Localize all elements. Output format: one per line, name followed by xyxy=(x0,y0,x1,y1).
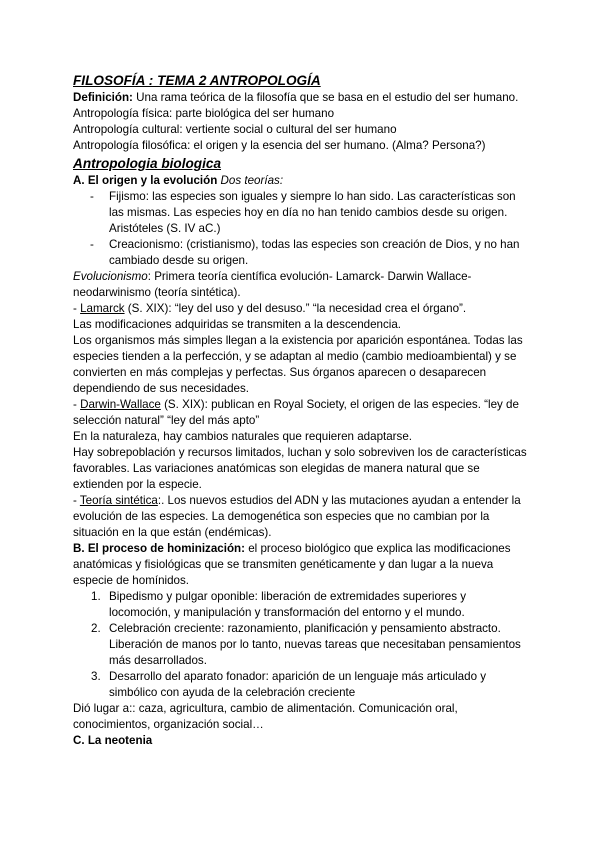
philosophical-line: Antropología filosófica: el origen y la esencia del ser humano. (Alma? Persona?) xyxy=(73,139,486,152)
lamarck-line: Las modificaciones adquiridas se transmiten a la descendencia. xyxy=(73,318,402,331)
outcome-paragraph: Dió lugar a:: caza, agricultura, cambio de alimentación. Comunicación oral, conocimientos, organización social… xyxy=(73,702,458,731)
section-c-heading xyxy=(73,733,531,749)
sintetica-paragraph xyxy=(73,493,531,541)
section-a-label: A. El origen y la evolución xyxy=(73,174,218,187)
list-item: - Creacionismo: (cristianismo), todas las especies son creación de Dios, y no han cambiado desde su origen. xyxy=(73,237,531,269)
lamarck-text: (S. XIX): “ley del uso y del desuso.” “la necesidad crea el órgano”. xyxy=(124,302,467,315)
list-item xyxy=(73,589,531,621)
definition-label: Definición: xyxy=(73,91,133,104)
list-item xyxy=(73,669,531,701)
list-text: Desarrollo del aparato fonador: aparición de un lenguaje más articulado y simbólico con ayuda de la celebración creciente xyxy=(109,670,487,699)
list-number: 2. xyxy=(91,622,101,635)
section-a-sub: Dos teorías: xyxy=(220,174,284,187)
definition-text: Una rama teórica de la filosofía que se basa en el estudio del ser humano. Antropología física: parte biológica del ser humano xyxy=(73,91,519,120)
sintetica-text: :. Los nuevos estudios del ADN y las mutaciones ayudan a entender la evolución de las especies. La demogenética son especies que no cambian por la situación en la que están (endémicas). xyxy=(73,494,521,539)
cultural-line: Antropología cultural: vertiente social o cultural del ser humano xyxy=(73,123,397,136)
hominization-list xyxy=(73,589,531,701)
lamarck-line: Los organismos más simples llegan a la existencia por aparición espontánea. Todas las especies tienden a la perfección, y se adaptan al medio (cambio medioambiental) y se convierten en más complejas y perfectas. Sus órganos aparecen o desaparecen dependiendo de sus necesidades. xyxy=(73,334,523,395)
darwin-line: En la naturaleza, hay cambios naturales que requieren adaptarse. xyxy=(73,430,413,443)
list-item xyxy=(73,621,531,669)
evolucionismo-paragraph xyxy=(73,269,531,301)
section-heading-biologica: Antropologia biologica xyxy=(73,156,222,171)
list-number: 1. xyxy=(91,590,101,603)
section-b-label: B. El proceso de hominización: xyxy=(73,542,245,555)
document-page xyxy=(73,72,531,749)
section-c-label: C. La neotenia xyxy=(73,734,153,747)
darwin-line: Hay sobrepoblación y recursos limitados, luchan y solo sobreviven los de características favorables. Las variaciones anatómicas son elegidas de manera natural que se extienden por la especie. xyxy=(73,446,527,491)
darwin-name: Darwin-Wallace xyxy=(80,398,161,411)
sintetica-name: Teoría sintética xyxy=(79,494,158,507)
darwin-text: (S. XIX): publican en Royal Society, el origen de las especies. “ley de selección natural” “ley del más apto” xyxy=(73,398,519,427)
list-text: Celebración creciente: razonamiento, planificación y pensamiento abstracto. Liberación de manos por lo tanto, nuevas tareas que necesitaban pensamientos más desarrollados. xyxy=(109,622,521,667)
lamarck-paragraph xyxy=(73,301,531,317)
list-number: 3. xyxy=(91,670,101,683)
definition-paragraph xyxy=(73,90,531,122)
dash: - xyxy=(73,494,80,507)
theories-list xyxy=(73,189,531,269)
evolucionismo-text: : Primera teoría científica evolución- Lamarck- Darwin Wallace-neodarwinismo (teoría sintética). xyxy=(73,270,472,299)
evolucionismo-label: Evolucionismo xyxy=(73,270,148,283)
list-text: Bipedismo y pulgar oponible: liberación de extremidades superiores y locomoción, y manipulación y transformación del entorno y el mundo. xyxy=(109,590,467,619)
section-a-heading xyxy=(73,173,531,189)
lamarck-name: Lamarck xyxy=(80,302,125,315)
dash: - xyxy=(73,302,81,315)
section-b-paragraph xyxy=(73,541,531,589)
darwin-paragraph xyxy=(73,397,531,429)
page-title: FILOSOFÍA : TEMA 2 ANTROPOLOGÍA xyxy=(73,73,321,88)
list-item: - Fijismo: las especies son iguales y siempre lo han sido. Las características son las mismas. Las especies hoy en día no han tenido cambios desde su origen. Aristóteles (S. IV aC.) xyxy=(73,189,531,237)
dash: - xyxy=(73,398,81,411)
section-b-text: el proceso biológico que explica las modificaciones anatómicas y fisiológicas que se transmiten genéticamente y dan lugar a la nueva especie de homínidos. xyxy=(73,542,511,587)
